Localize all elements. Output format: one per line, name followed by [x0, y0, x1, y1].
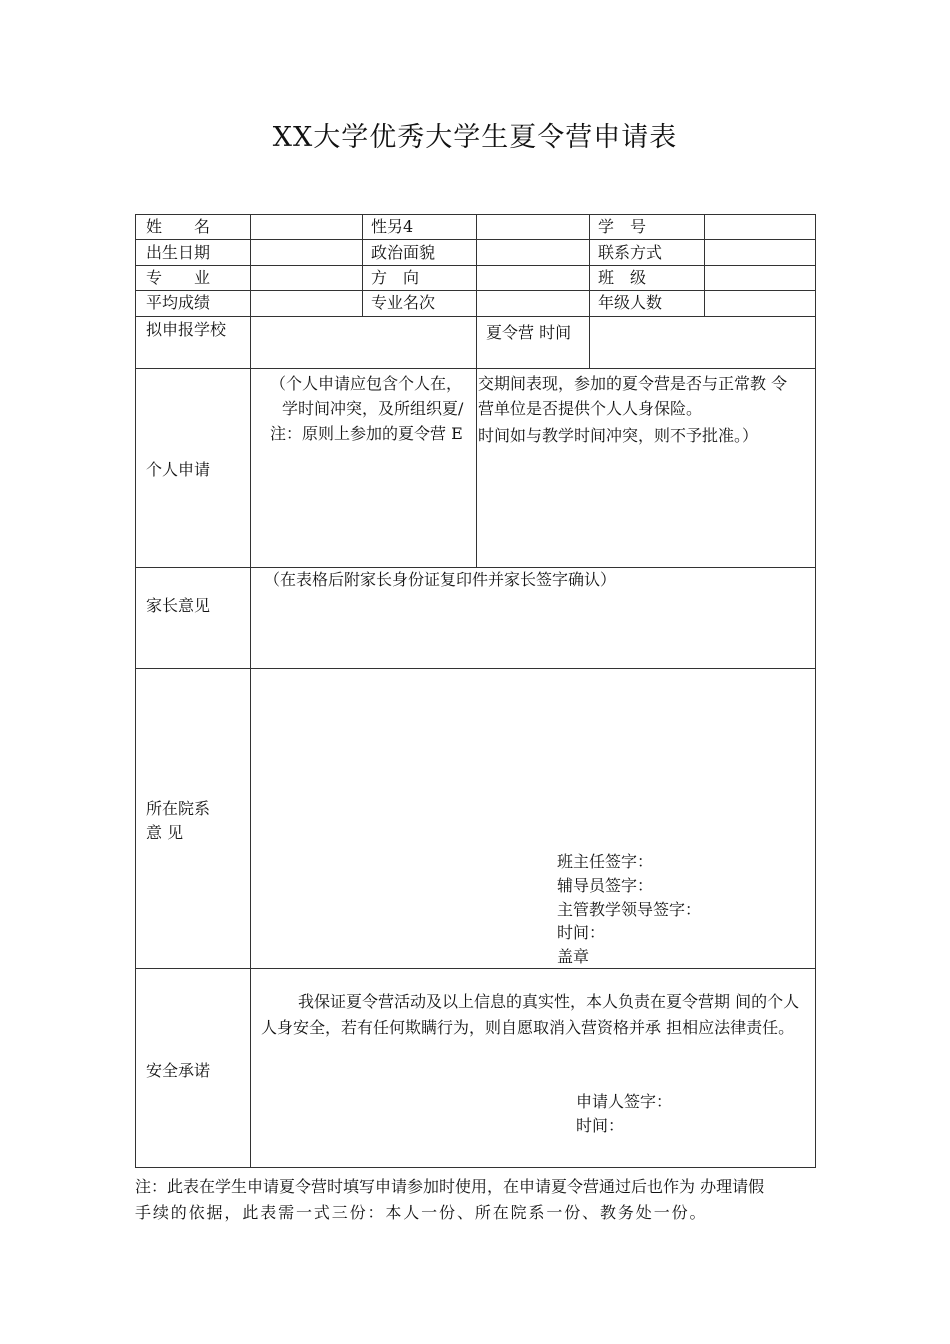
safety-commitment-label: 安全承诺 — [146, 1061, 211, 1080]
teaching-leader-signature: 主管教学领导签字： — [557, 900, 702, 919]
column-divider — [362, 214, 363, 316]
name-label: 姓 名 — [146, 217, 211, 236]
class-label: 班 级 — [598, 268, 647, 287]
safety-commitment-text: 我保证夏令营活动及以上信息的真实性，本人负责在夏令营期 间的个人人身安全，若有任何欺瞒行为，则自愿取消入营资格并承 担相应法律责任。 — [261, 992, 800, 1037]
personal-hint-left-line: （个人申请应包含个人在， — [270, 374, 463, 393]
major-label: 专 业 — [146, 268, 211, 287]
personal-application-label: 个人申请 — [146, 460, 211, 479]
column-divider — [476, 214, 477, 567]
column-divider — [250, 214, 251, 1168]
row-divider — [135, 668, 816, 669]
column-divider — [589, 214, 590, 368]
camp-time-label: 夏令营 时间 — [486, 323, 572, 342]
gender-label: 性另4 — [371, 217, 414, 236]
direction-label: 方 向 — [371, 268, 420, 287]
column-divider — [704, 214, 705, 316]
department-label-line2: 意 见 — [146, 823, 184, 842]
parent-opinion-label: 家长意见 — [146, 596, 211, 615]
personal-hint-left-line: 学时间冲突，及所组织夏/ — [282, 399, 464, 418]
gpa-label: 平均成绩 — [146, 293, 211, 312]
department-time: 时间： — [557, 923, 606, 942]
personal-hint-left-line: 注：原则上参加的夏令营 E — [270, 424, 463, 443]
birth-date-label: 出生日期 — [146, 243, 211, 262]
student-id-label: 学 号 — [598, 217, 647, 236]
department-label-line1: 所在院系 — [146, 799, 211, 818]
personal-hint-right-line: 交期间表现，参加的夏令营是否与正常教 令 — [478, 374, 788, 393]
row-divider — [135, 968, 816, 969]
head-teacher-signature: 班主任签字： — [557, 852, 654, 871]
personal-hint-right-line: 时间如与教学时间冲突，则不予批准。） — [478, 426, 759, 445]
personal-hint-right-line: 营单位是否提供个人人身保险。 — [478, 399, 703, 418]
political-status-label: 政治面貌 — [371, 243, 436, 262]
target-school-label: 拟申报学校 — [146, 320, 227, 339]
footnote-line1: 注：此表在学生申请夏令营时填写申请参加时使用，在申请夏令营通过后也作为 办理请假 — [135, 1177, 765, 1196]
grade-count-label: 年级人数 — [598, 293, 663, 312]
row-divider — [135, 567, 816, 568]
parent-opinion-hint: （在表格后附家长身份证复印件并家长签字确认） — [264, 570, 617, 589]
counselor-signature: 辅导员签字： — [557, 876, 654, 895]
footnote-line2: 手 续 的 依 据 ， 此 表 需 一 式 三 份 ： 本 人 一 份 、 所 在 院 系 一 份 、 教 务 处 一 份 。 — [135, 1203, 704, 1222]
applicant-signature: 申请人签字： — [576, 1092, 673, 1111]
contact-label: 联系方式 — [598, 243, 663, 262]
major-rank-label: 专业名次 — [371, 293, 436, 312]
department-seal: 盖章 — [557, 947, 590, 966]
applicant-time: 时间： — [576, 1116, 625, 1135]
page-title: XX大学优秀大学生夏令营申请表 — [272, 122, 678, 153]
